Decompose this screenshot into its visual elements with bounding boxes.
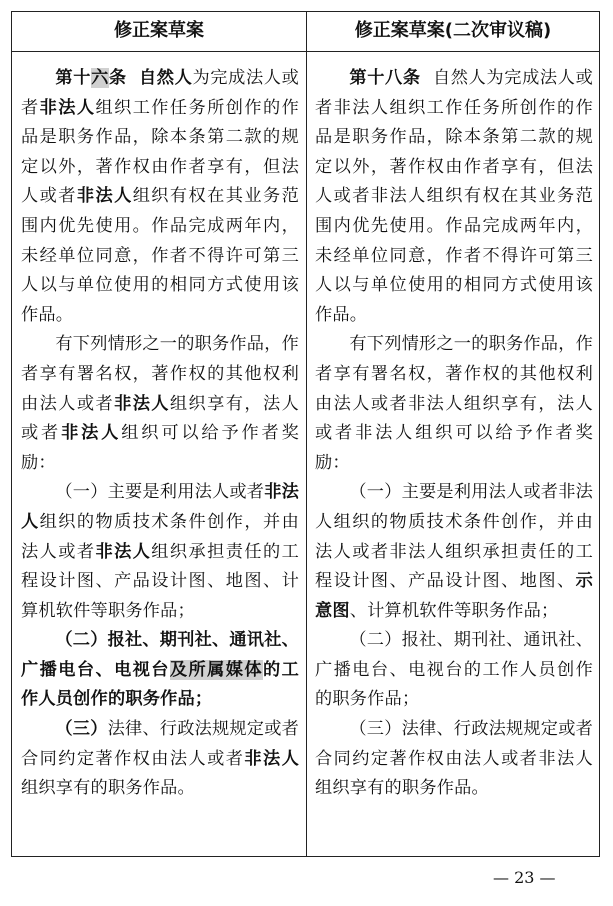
bold-term: 非法人 — [244, 748, 299, 769]
article-number: 第十八条 — [349, 68, 421, 88]
left-paragraph-2: 有下列情形之一的职务作品，作者享有署名权，著作权的其他权利由法人或者非法人组织享有，法人或者非法人组织可以给予作者奖励： — [21, 334, 299, 473]
article-number: 第十六条 — [55, 68, 127, 88]
right-column-text — [315, 64, 593, 804]
right-paragraph-1: 第十八条 自然人为完成法人或者非法人组织工作任务所创作的作品是职务作品，除本条第二款的规定以外，著作权由作者享有，但法人或者非法人组织有权在其业务范围内优先使用。作品完成两年内，未经单位同意，作者不得许可第三人以与单位使用的相同方式使用该作品。 — [315, 68, 593, 325]
left-paragraph-1: 第十六条 自然人为完成法人或者非法人组织工作任务所创作的作品是职务作品，除本条第二款的规定以外，著作权由作者享有，但法人或者非法人组织有权在其业务范围内优先使用。作品完成两年内，未经单位同意，作者不得许可第三人以与单位使用的相同方式使用该作品。 — [21, 68, 300, 325]
bold-term: 非法人 — [95, 541, 152, 562]
highlight-changed: 六 — [91, 68, 109, 88]
bold-term: 示意图 — [315, 571, 593, 621]
column-divider — [306, 12, 307, 856]
left-paragraph-3: （一）主要是利用法人或者非法人组织的物质技术条件创作，并由法人或者非法人组织承担责任的工程设计图、产品设计图、地图、计算机软件等职务作品； — [21, 482, 299, 621]
bold-term: 非法人 — [61, 423, 122, 444]
left-paragraph-4: （二）报社、期刊社、通讯社、广播电台、电视台及所属媒体的工作人员创作的职务作品； — [21, 630, 299, 710]
left-column-text — [21, 64, 299, 804]
highlight-changed: 及所属媒体 — [169, 659, 263, 680]
left-column-title: 修正案草案 — [114, 20, 204, 41]
page-number: — 23 — — [493, 868, 556, 887]
bold-term: 非法人 — [21, 482, 299, 532]
left-paragraph-5: （三）法律、行政法规规定或者合同约定著作权由法人或者非法人组织享有的职务作品。 — [21, 719, 299, 799]
right-paragraph-5: （三）法律、行政法规规定或者合同约定著作权由法人或者非法人组织享有的职务作品。 — [315, 719, 593, 799]
bold-term: 非法人 — [76, 186, 133, 207]
comparison-table — [11, 11, 600, 857]
right-paragraph-3: （一）主要是利用法人或者非法人组织的物质技术条件创作，并由法人或者非法人组织承担责任的工程设计图、产品设计图、地图、示意图、计算机软件等职务作品； — [315, 482, 593, 621]
bold-term: 非法人 — [39, 97, 96, 118]
bold-term: 自然人 — [138, 68, 193, 88]
right-paragraph-4: （二）报社、期刊社、通讯社、广播电台、电视台的工作人员创作的职务作品； — [315, 630, 593, 710]
right-column-title: 修正案草案(二次审议稿) — [354, 20, 552, 41]
right-paragraph-2: 有下列情形之一的职务作品，作者享有署名权，著作权的其他权利由法人或者非法人组织享有，法人或者非法人组织可以给予作者奖励： — [315, 334, 593, 473]
bold-term: 非法人 — [114, 393, 170, 414]
